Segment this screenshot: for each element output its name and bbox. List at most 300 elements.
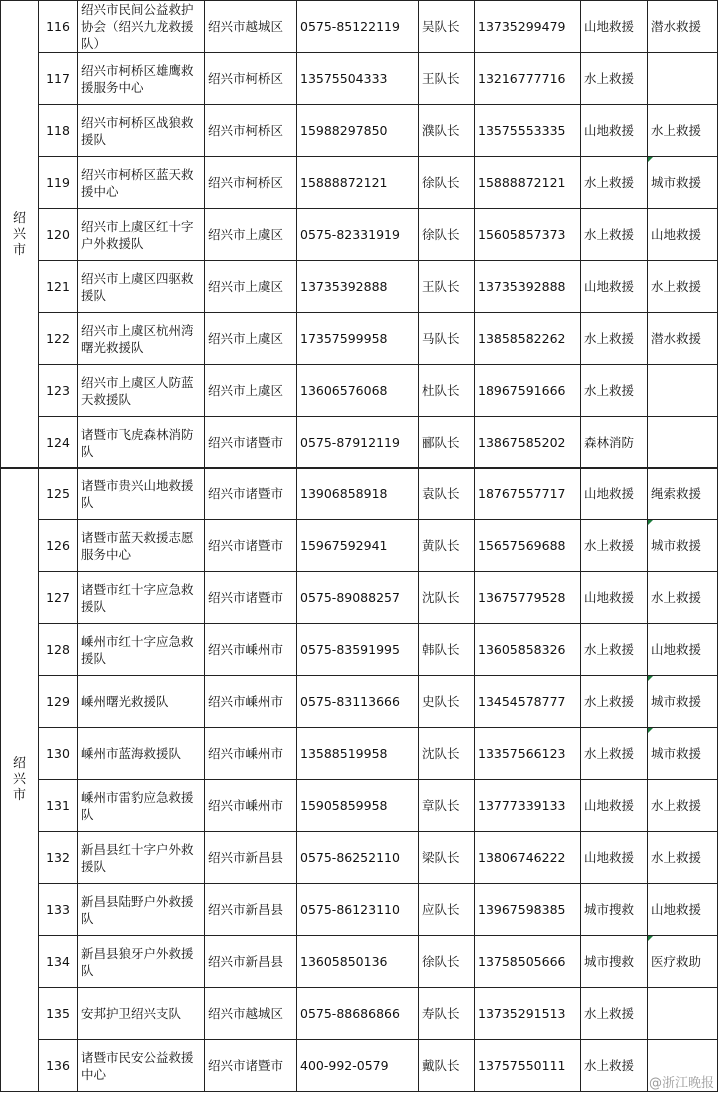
comment-marker-icon xyxy=(648,520,653,525)
specialty-2: 水上救援 xyxy=(651,850,702,865)
row-number-cell xyxy=(39,105,78,157)
district-cell xyxy=(205,313,297,365)
mobile-phone-cell xyxy=(475,417,581,469)
district-cell xyxy=(205,572,297,624)
row-number-cell xyxy=(39,417,78,469)
leader-cell xyxy=(419,53,475,105)
row-number-cell xyxy=(39,728,78,780)
office-phone-cell xyxy=(297,1040,419,1092)
leader-cell xyxy=(419,365,475,417)
specialty-1: 水上救援 xyxy=(584,227,635,242)
table-row xyxy=(1,1040,718,1092)
team-name: 绍兴市上虞区红十字户外救援队 xyxy=(81,218,194,251)
leader-cell xyxy=(419,209,475,261)
district-cell xyxy=(205,884,297,936)
row-number: 135 xyxy=(46,1006,70,1021)
table-row xyxy=(1,572,718,624)
leader-cell xyxy=(419,261,475,313)
specialty-1-cell xyxy=(581,53,648,105)
row-number: 124 xyxy=(46,435,70,450)
mobile-phone: 18967591666 xyxy=(478,383,566,398)
specialty-2: 城市救援 xyxy=(651,175,702,190)
mobile-phone: 13858582262 xyxy=(478,331,566,346)
specialty-1: 山地救援 xyxy=(584,123,635,138)
office-phone-cell xyxy=(297,572,419,624)
mobile-phone: 13575553335 xyxy=(478,123,566,138)
region-label: 绍兴市 xyxy=(12,210,26,258)
specialty-1: 城市搜救 xyxy=(584,954,635,969)
comment-marker-icon xyxy=(648,157,653,162)
office-phone-cell xyxy=(297,157,419,209)
specialty-2: 城市救援 xyxy=(651,746,702,761)
watermark: @浙江晚报 xyxy=(648,1076,714,1091)
specialty-1: 水上救援 xyxy=(584,175,635,190)
team-name: 新昌县红十字户外救援队 xyxy=(81,841,194,874)
table-row xyxy=(1,209,718,261)
specialty-2: 潜水救援 xyxy=(651,331,702,346)
table-row xyxy=(1,157,718,209)
mobile-phone: 15657569688 xyxy=(478,538,566,553)
team-name: 嵊州曙光救援队 xyxy=(81,694,169,709)
district-cell xyxy=(205,780,297,832)
mobile-phone: 13605858326 xyxy=(478,642,566,657)
rescue-table-part-1 xyxy=(0,0,718,469)
mobile-phone: 13806746222 xyxy=(478,850,566,865)
district: 绍兴市柯桥区 xyxy=(208,175,284,190)
district: 绍兴市诸暨市 xyxy=(208,538,284,553)
office-phone-cell xyxy=(297,105,419,157)
mobile-phone: 15605857373 xyxy=(478,227,566,242)
mobile-phone-cell xyxy=(475,53,581,105)
leader-cell xyxy=(419,468,475,520)
specialty-2-cell xyxy=(648,728,718,780)
specialty-2: 潜水救援 xyxy=(651,19,702,34)
specialty-2: 绳索救援 xyxy=(651,486,702,501)
district: 绍兴市越城区 xyxy=(208,1006,284,1021)
team-name: 诸暨市贵兴山地救援队 xyxy=(81,477,194,510)
office-phone-cell xyxy=(297,936,419,988)
team-name-cell xyxy=(78,780,205,832)
team-name-cell xyxy=(78,832,205,884)
office-phone: 13606576068 xyxy=(300,383,388,398)
table-row xyxy=(1,53,718,105)
table-row xyxy=(1,728,718,780)
team-name: 诸暨市飞虎森林消防队 xyxy=(81,426,194,459)
specialty-2: 水上救援 xyxy=(651,798,702,813)
team-name-cell xyxy=(78,468,205,520)
leader: 戴队长 xyxy=(422,1058,460,1073)
team-name-cell xyxy=(78,1040,205,1092)
row-number: 131 xyxy=(46,798,70,813)
specialty-2-cell xyxy=(648,468,718,520)
specialty-1: 水上救援 xyxy=(584,331,635,346)
team-name: 绍兴市柯桥区蓝天救援中心 xyxy=(81,166,194,199)
office-phone: 13735392888 xyxy=(300,279,388,294)
specialty-2: 水上救援 xyxy=(651,279,702,294)
office-phone-cell xyxy=(297,832,419,884)
mobile-phone-cell xyxy=(475,624,581,676)
specialty-1-cell xyxy=(581,520,648,572)
district-cell xyxy=(205,261,297,313)
district-cell xyxy=(205,157,297,209)
leader-cell xyxy=(419,728,475,780)
specialty-1-cell xyxy=(581,624,648,676)
leader: 梁队长 xyxy=(422,850,460,865)
specialty-1-cell xyxy=(581,572,648,624)
office-phone-cell xyxy=(297,988,419,1040)
row-number-cell xyxy=(39,468,78,520)
office-phone-cell xyxy=(297,520,419,572)
district: 绍兴市柯桥区 xyxy=(208,71,284,86)
leader-cell xyxy=(419,105,475,157)
specialty-2-cell xyxy=(648,676,718,728)
specialty-1-cell xyxy=(581,105,648,157)
table-row xyxy=(1,105,718,157)
leader: 徐队长 xyxy=(422,175,460,190)
district-cell xyxy=(205,365,297,417)
row-number: 127 xyxy=(46,590,70,605)
team-name-cell xyxy=(78,520,205,572)
mobile-phone-cell xyxy=(475,936,581,988)
leader: 郦队长 xyxy=(422,435,460,450)
specialty-1: 山地救援 xyxy=(584,486,635,501)
district: 绍兴市新昌县 xyxy=(208,954,284,969)
mobile-phone-cell xyxy=(475,1040,581,1092)
team-name-cell xyxy=(78,624,205,676)
row-number-cell xyxy=(39,157,78,209)
specialty-1-cell xyxy=(581,676,648,728)
specialty-2-cell xyxy=(648,832,718,884)
office-phone: 15967592941 xyxy=(300,538,388,553)
specialty-2: 城市救援 xyxy=(651,538,702,553)
table-row xyxy=(1,884,718,936)
comment-marker-icon xyxy=(648,676,653,681)
team-name: 新昌县陆野户外救援队 xyxy=(81,893,194,926)
region-cell xyxy=(1,468,39,1092)
office-phone: 13588519958 xyxy=(300,746,388,761)
specialty-1-cell xyxy=(581,417,648,469)
team-name-cell xyxy=(78,157,205,209)
team-name: 绍兴市民间公益救护协会（绍兴九龙救援队） xyxy=(81,2,194,51)
team-name: 诸暨市民安公益救援中心 xyxy=(81,1049,194,1082)
mobile-phone: 13735299479 xyxy=(478,19,566,34)
specialty-1-cell xyxy=(581,261,648,313)
specialty-1-cell xyxy=(581,157,648,209)
specialty-1: 山地救援 xyxy=(584,798,635,813)
team-name: 新昌县狼牙户外救援队 xyxy=(81,945,194,978)
district-cell xyxy=(205,417,297,469)
row-number: 117 xyxy=(46,71,70,86)
specialty-2-cell xyxy=(648,53,718,105)
district-cell xyxy=(205,1,297,53)
district: 绍兴市诸暨市 xyxy=(208,590,284,605)
specialty-2-cell xyxy=(648,988,718,1040)
rescue-table-body-1 xyxy=(1,1,718,469)
leader: 韩队长 xyxy=(422,642,460,657)
team-name-cell xyxy=(78,313,205,365)
mobile-phone-cell xyxy=(475,832,581,884)
district: 绍兴市嵊州市 xyxy=(208,798,284,813)
specialty-1: 水上救援 xyxy=(584,694,635,709)
row-number-cell xyxy=(39,832,78,884)
row-number-cell xyxy=(39,676,78,728)
team-name-cell xyxy=(78,105,205,157)
district-cell xyxy=(205,468,297,520)
team-name: 诸暨市红十字应急救援队 xyxy=(81,581,194,614)
district: 绍兴市上虞区 xyxy=(208,227,284,242)
mobile-phone: 13777339133 xyxy=(478,798,566,813)
comment-marker-icon xyxy=(648,728,653,733)
rescue-table-part-2 xyxy=(0,467,718,1092)
specialty-1-cell xyxy=(581,313,648,365)
row-number-cell xyxy=(39,572,78,624)
district-cell xyxy=(205,53,297,105)
district: 绍兴市新昌县 xyxy=(208,850,284,865)
team-name: 绍兴市柯桥区战狼救援队 xyxy=(81,114,194,147)
leader: 马队长 xyxy=(422,331,460,346)
row-number: 123 xyxy=(46,383,70,398)
district: 绍兴市嵊州市 xyxy=(208,642,284,657)
specialty-1: 山地救援 xyxy=(584,279,635,294)
specialty-1-cell xyxy=(581,936,648,988)
specialty-1-cell xyxy=(581,884,648,936)
mobile-phone-cell xyxy=(475,209,581,261)
team-name-cell xyxy=(78,417,205,469)
district-cell xyxy=(205,728,297,780)
team-name-cell xyxy=(78,676,205,728)
team-name-cell xyxy=(78,988,205,1040)
row-number-cell xyxy=(39,520,78,572)
leader: 史队长 xyxy=(422,694,460,709)
comment-marker-icon xyxy=(648,936,653,941)
office-phone-cell xyxy=(297,624,419,676)
team-name: 绍兴市上虞区四驱救援队 xyxy=(81,270,194,303)
mobile-phone: 13867585202 xyxy=(478,435,566,450)
row-number-cell xyxy=(39,209,78,261)
row-number-cell xyxy=(39,313,78,365)
leader-cell xyxy=(419,572,475,624)
leader-cell xyxy=(419,780,475,832)
district-cell xyxy=(205,209,297,261)
office-phone: 0575-87912119 xyxy=(300,435,400,450)
office-phone-cell xyxy=(297,1,419,53)
specialty-2: 水上救援 xyxy=(651,123,702,138)
row-number: 126 xyxy=(46,538,70,553)
mobile-phone-cell xyxy=(475,676,581,728)
mobile-phone: 13735291513 xyxy=(478,1006,566,1021)
specialty-2-cell xyxy=(648,261,718,313)
row-number-cell xyxy=(39,884,78,936)
district: 绍兴市上虞区 xyxy=(208,279,284,294)
row-number: 130 xyxy=(46,746,70,761)
office-phone: 0575-82331919 xyxy=(300,227,400,242)
row-number-cell xyxy=(39,936,78,988)
office-phone-cell xyxy=(297,728,419,780)
team-name: 嵊州市雷豹应急救援队 xyxy=(81,789,194,822)
row-number-cell xyxy=(39,988,78,1040)
specialty-2-cell xyxy=(648,572,718,624)
specialty-1: 山地救援 xyxy=(584,590,635,605)
leader-cell xyxy=(419,884,475,936)
leader-cell xyxy=(419,988,475,1040)
table-row xyxy=(1,261,718,313)
leader: 王队长 xyxy=(422,71,460,86)
specialty-1: 水上救援 xyxy=(584,383,635,398)
leader: 袁队长 xyxy=(422,486,460,501)
mobile-phone: 13735392888 xyxy=(478,279,566,294)
row-number: 125 xyxy=(46,486,70,501)
table-row xyxy=(1,468,718,520)
rescue-table-body-2 xyxy=(1,468,718,1092)
row-number-cell xyxy=(39,261,78,313)
row-number-cell xyxy=(39,1040,78,1092)
row-number-cell xyxy=(39,53,78,105)
specialty-2-cell xyxy=(648,157,718,209)
office-phone-cell xyxy=(297,209,419,261)
specialty-2: 城市救援 xyxy=(651,694,702,709)
office-phone: 0575-85122119 xyxy=(300,19,400,34)
specialty-1-cell xyxy=(581,209,648,261)
specialty-2: 山地救援 xyxy=(651,227,702,242)
district-cell xyxy=(205,676,297,728)
specialty-1: 山地救援 xyxy=(584,850,635,865)
district: 绍兴市诸暨市 xyxy=(208,486,284,501)
district-cell xyxy=(205,988,297,1040)
team-name-cell xyxy=(78,261,205,313)
mobile-phone-cell xyxy=(475,105,581,157)
specialty-2-cell xyxy=(648,1,718,53)
specialty-1: 水上救援 xyxy=(584,746,635,761)
team-name-cell xyxy=(78,728,205,780)
mobile-phone: 18767557717 xyxy=(478,486,566,501)
row-number: 132 xyxy=(46,850,70,865)
office-phone: 15888872121 xyxy=(300,175,388,190)
office-phone: 15988297850 xyxy=(300,123,388,138)
row-number: 118 xyxy=(46,123,70,138)
office-phone-cell xyxy=(297,53,419,105)
specialty-2-cell xyxy=(648,209,718,261)
team-name-cell xyxy=(78,365,205,417)
district-cell xyxy=(205,832,297,884)
district-cell xyxy=(205,520,297,572)
office-phone: 0575-83113666 xyxy=(300,694,400,709)
office-phone: 0575-89088257 xyxy=(300,590,400,605)
specialty-2: 山地救援 xyxy=(651,642,702,657)
office-phone-cell xyxy=(297,313,419,365)
leader: 寿队长 xyxy=(422,1006,460,1021)
mobile-phone-cell xyxy=(475,1,581,53)
office-phone: 400-992-0579 xyxy=(300,1058,389,1073)
leader-cell xyxy=(419,417,475,469)
row-number-cell xyxy=(39,624,78,676)
office-phone: 15905859958 xyxy=(300,798,388,813)
leader-cell xyxy=(419,520,475,572)
office-phone: 17357599958 xyxy=(300,331,388,346)
office-phone: 0575-83591995 xyxy=(300,642,400,657)
specialty-1: 水上救援 xyxy=(584,71,635,86)
specialty-1: 水上救援 xyxy=(584,1058,635,1073)
row-number: 133 xyxy=(46,902,70,917)
specialty-2-cell xyxy=(648,105,718,157)
district: 绍兴市诸暨市 xyxy=(208,1058,284,1073)
specialty-2-cell xyxy=(648,780,718,832)
leader: 王队长 xyxy=(422,279,460,294)
mobile-phone-cell xyxy=(475,728,581,780)
mobile-phone: 13675779528 xyxy=(478,590,566,605)
district: 绍兴市越城区 xyxy=(208,19,284,34)
leader-cell xyxy=(419,832,475,884)
specialty-1-cell xyxy=(581,1,648,53)
office-phone: 13906858918 xyxy=(300,486,388,501)
mobile-phone: 13357566123 xyxy=(478,746,566,761)
office-phone: 13605850136 xyxy=(300,954,388,969)
district-cell xyxy=(205,936,297,988)
leader: 徐队长 xyxy=(422,954,460,969)
mobile-phone-cell xyxy=(475,468,581,520)
specialty-1: 水上救援 xyxy=(584,538,635,553)
district: 绍兴市上虞区 xyxy=(208,331,284,346)
specialty-2-cell xyxy=(648,313,718,365)
district: 绍兴市嵊州市 xyxy=(208,694,284,709)
specialty-1-cell xyxy=(581,728,648,780)
table-row xyxy=(1,988,718,1040)
leader-cell xyxy=(419,936,475,988)
table-row xyxy=(1,1,718,53)
district: 绍兴市柯桥区 xyxy=(208,123,284,138)
row-number: 119 xyxy=(46,175,70,190)
team-name: 嵊州市蓝海救援队 xyxy=(81,746,182,761)
specialty-2-cell xyxy=(648,520,718,572)
specialty-1-cell xyxy=(581,468,648,520)
specialty-1: 山地救援 xyxy=(584,19,635,34)
specialty-2-cell xyxy=(648,624,718,676)
office-phone-cell xyxy=(297,417,419,469)
leader-cell xyxy=(419,1040,475,1092)
mobile-phone-cell xyxy=(475,313,581,365)
specialty-2: 山地救援 xyxy=(651,902,702,917)
team-name-cell xyxy=(78,53,205,105)
specialty-1: 水上救援 xyxy=(584,1006,635,1021)
team-name-cell xyxy=(78,936,205,988)
mobile-phone-cell xyxy=(475,884,581,936)
leader: 沈队长 xyxy=(422,590,460,605)
table-row xyxy=(1,936,718,988)
specialty-2: 水上救援 xyxy=(651,590,702,605)
district-cell xyxy=(205,1040,297,1092)
table-row xyxy=(1,313,718,365)
mobile-phone-cell xyxy=(475,572,581,624)
team-name-cell xyxy=(78,572,205,624)
row-number: 128 xyxy=(46,642,70,657)
team-name: 诸暨市蓝天救援志愿服务中心 xyxy=(81,529,194,562)
row-number: 134 xyxy=(46,954,70,969)
mobile-phone: 13967598385 xyxy=(478,902,566,917)
specialty-1-cell xyxy=(581,988,648,1040)
office-phone-cell xyxy=(297,261,419,313)
office-phone: 0575-86252110 xyxy=(300,850,400,865)
district: 绍兴市新昌县 xyxy=(208,902,284,917)
team-name-cell xyxy=(78,884,205,936)
row-number-cell xyxy=(39,1,78,53)
team-name: 安邦护卫绍兴支队 xyxy=(81,1006,182,1021)
mobile-phone: 13758505666 xyxy=(478,954,566,969)
mobile-phone: 15888872121 xyxy=(478,175,566,190)
office-phone-cell xyxy=(297,780,419,832)
specialty-1: 水上救援 xyxy=(584,642,635,657)
region-cell xyxy=(1,1,39,469)
leader: 黄队长 xyxy=(422,538,460,553)
mobile-phone: 13757550111 xyxy=(478,1058,566,1073)
